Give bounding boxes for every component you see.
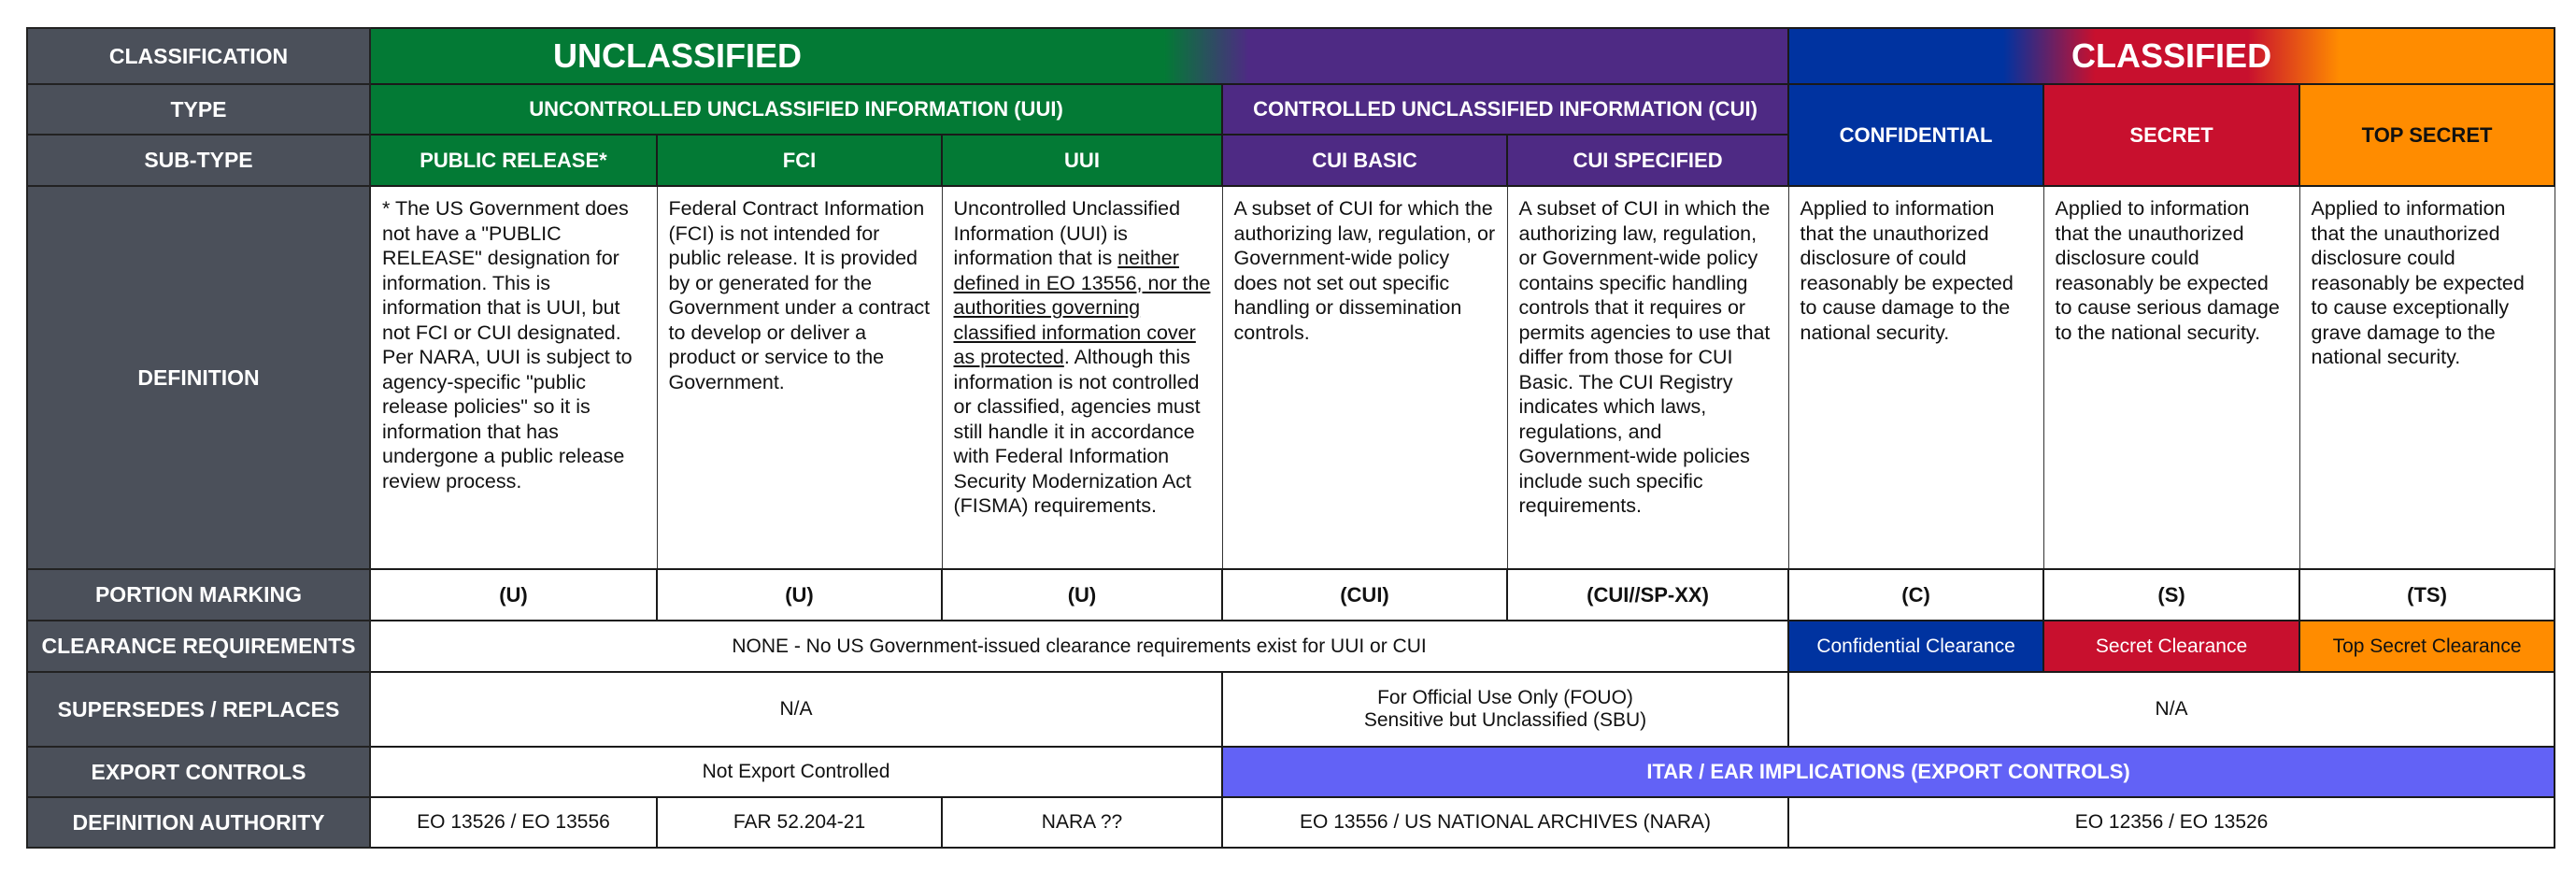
- definition-top-secret: Applied to information that the unauthorized disclosure could reasonably be expected to cause exceptionally grave damage to the national security.: [2299, 186, 2555, 569]
- subtype-public-release: PUBLIC RELEASE*: [370, 135, 657, 186]
- row-definition: [27, 186, 2555, 569]
- marking-confidential: (C): [1788, 569, 2043, 621]
- supersedes-cui: [1222, 672, 1788, 747]
- subtype-cui-specified: CUI SPECIFIED: [1507, 135, 1788, 186]
- marking-public-release: (U): [370, 569, 657, 621]
- classification-matrix-table: [26, 27, 2555, 849]
- marking-cui-basic: (CUI): [1222, 569, 1507, 621]
- marking-top-secret: (TS): [2299, 569, 2555, 621]
- row-definition-authority: [27, 797, 2555, 848]
- type-cui: CONTROLLED UNCLASSIFIED INFORMATION (CUI): [1222, 84, 1788, 135]
- classified-title: CLASSIFIED: [2071, 36, 2272, 75]
- type-uui: UNCONTROLLED UNCLASSIFIED INFORMATION (UUI): [370, 84, 1222, 135]
- type-confidential: CONFIDENTIAL: [1788, 84, 2043, 186]
- clearance-top-secret: Top Secret Clearance: [2299, 621, 2555, 672]
- definition-uui-post: . Although this information is not controlled or classified, agencies must still handle it in accordance with Federal Information Security Modernization Act (FISMA) requirements.: [953, 346, 1201, 517]
- supersedes-uui: N/A: [370, 672, 1222, 747]
- authority-classified: EO 12356 / EO 13526: [1788, 797, 2555, 848]
- type-secret: SECRET: [2043, 84, 2299, 186]
- export-itar-ear: ITAR / EAR IMPLICATIONS (EXPORT CONTROLS): [1222, 747, 2555, 797]
- unclassified-title: UNCLASSIFIED: [553, 36, 803, 75]
- subtype-uui: UUI: [942, 135, 1222, 186]
- definition-confidential: Applied to information that the unauthorized disclosure of could reasonably be expected to cause damage to the national security.: [1788, 186, 2043, 569]
- definition-uui: [942, 186, 1222, 569]
- subtype-cui-basic: CUI BASIC: [1222, 135, 1507, 186]
- authority-uui: NARA ??: [942, 797, 1222, 848]
- clearance-unclassified: NONE - No US Government-issued clearance requirements exist for UUI or CUI: [370, 621, 1788, 672]
- row-clearance: [27, 621, 2555, 672]
- label-sub-type: SUB-TYPE: [27, 135, 370, 186]
- label-export-controls: EXPORT CONTROLS: [27, 747, 370, 797]
- definition-fci: Federal Contract Information (FCI) is not intended for public release. It is provided by or generated for the Government under a contract to develop or deliver a product or service to the Government.: [657, 186, 942, 569]
- definition-cui-basic: A subset of CUI for which the authorizing law, regulation, or Government-wide policy does not set out specific handling or dissemination controls.: [1222, 186, 1507, 569]
- clearance-confidential: Confidential Clearance: [1788, 621, 2043, 672]
- row-supersedes: [27, 672, 2555, 747]
- label-type: TYPE: [27, 84, 370, 135]
- supersedes-cui-sbu: Sensitive but Unclassified (SBU): [1363, 709, 1647, 731]
- row-portion-marking: [27, 569, 2555, 621]
- unclassified-header: [370, 28, 1788, 84]
- marking-cui-specified: (CUI//SP-XX): [1507, 569, 1788, 621]
- definition-uui-underlined: neither defined in EO 13556, nor the authorities governing classified information cover as protected: [953, 247, 1211, 368]
- label-definition-authority: DEFINITION AUTHORITY: [27, 797, 370, 848]
- clearance-secret: Secret Clearance: [2043, 621, 2299, 672]
- supersedes-classified: N/A: [1788, 672, 2555, 747]
- row-classification: [27, 28, 2555, 84]
- marking-secret: (S): [2043, 569, 2299, 621]
- definition-cui-specified: A subset of CUI in which the authorizing law, regulation, or Government-wide policy contains specific handling controls that it requires or permits agencies to use that differ from those for CUI Basic. The CUI Registry indicates which laws, regulations, and Government-wide policies include such specific requirements.: [1507, 186, 1788, 569]
- supersedes-cui-fouo: For Official Use Only (FOUO): [1377, 687, 1633, 708]
- authority-cui: EO 13556 / US NATIONAL ARCHIVES (NARA): [1222, 797, 1788, 848]
- label-portion-marking: PORTION MARKING: [27, 569, 370, 621]
- row-export-controls: [27, 747, 2555, 797]
- marking-uui: (U): [942, 569, 1222, 621]
- classified-header: [1788, 28, 2555, 84]
- definition-public-release: * The US Government does not have a "PUBLIC RELEASE" designation for information. This is information that is UUI, but not FCI or CUI designated. Per NARA, UUI is subject to agency-specific "public release policies" so it is information that has undergone a public release review process.: [370, 186, 657, 569]
- export-uui: Not Export Controlled: [370, 747, 1222, 797]
- type-top-secret: TOP SECRET: [2299, 84, 2555, 186]
- definition-secret: Applied to information that the unauthorized disclosure could reasonably be expected to cause serious damage to the national security.: [2043, 186, 2299, 569]
- definition-uui-pre: Uncontrolled Unclassified Information (UUI) is information that is: [953, 197, 1181, 269]
- authority-fci: FAR 52.204-21: [657, 797, 942, 848]
- row-type: [27, 84, 2555, 135]
- subtype-fci: FCI: [657, 135, 942, 186]
- label-clearance: CLEARANCE REQUIREMENTS: [27, 621, 370, 672]
- marking-fci: (U): [657, 569, 942, 621]
- authority-public-release: EO 13526 / EO 13556: [370, 797, 657, 848]
- label-classification: CLASSIFICATION: [27, 28, 370, 84]
- label-supersedes: SUPERSEDES / REPLACES: [27, 672, 370, 747]
- label-definition: DEFINITION: [27, 186, 370, 569]
